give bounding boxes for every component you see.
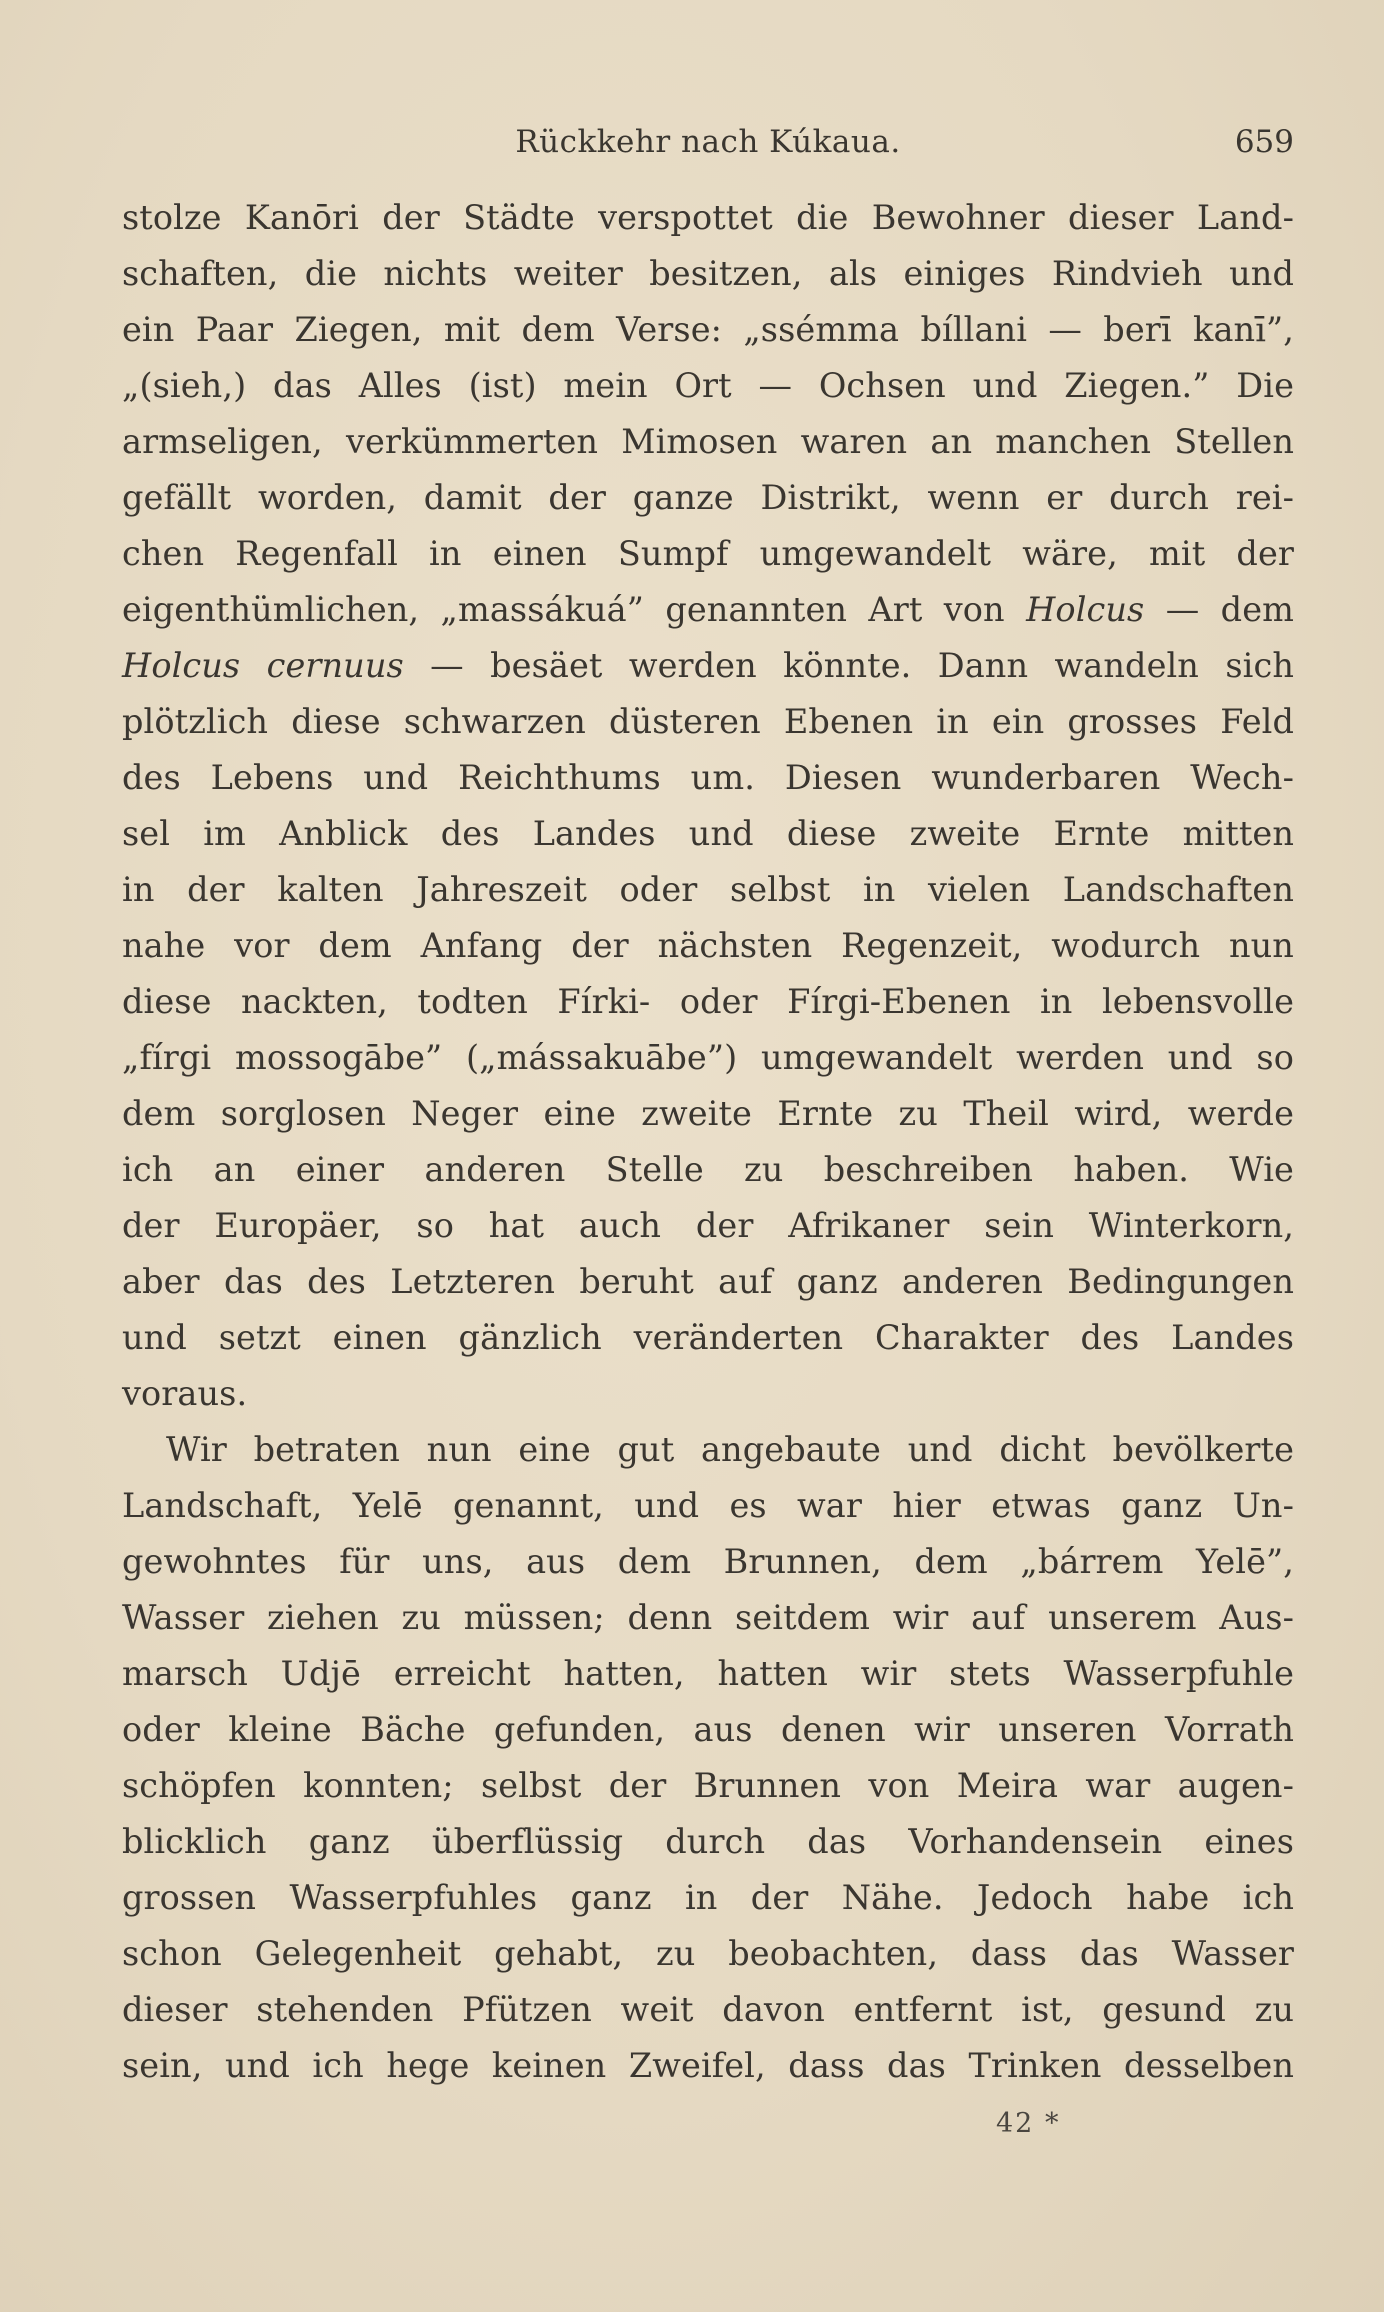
text-line: der Europäer, so hat auch der Afrikaner sein Winterkorn, [122, 1206, 1294, 1245]
text-line: sein, und ich hege keinen Zweifel, dass das Trinken desselben [122, 2046, 1294, 2085]
text-line: gewohntes für uns, aus dem Brunnen, dem „bárrem Yelē”, [122, 1542, 1294, 1581]
text-line: ich an einer anderen Stelle zu beschreiben haben. Wie [122, 1150, 1294, 1189]
body-text [122, 190, 1294, 2094]
text-line: des Lebens und Reichthums um. Diesen wunderbaren Wech- [122, 758, 1294, 797]
signature-mark: 42 * [996, 2108, 1061, 2139]
text-line: schöpfen konnten; selbst der Brunnen von Meira war augen- [122, 1766, 1294, 1805]
text-line: grossen Wasserpfuhles ganz in der Nähe. Jedoch habe ich [122, 1878, 1294, 1917]
text-line: Landschaft, Yelē genannt, und es war hier etwas ganz Un- [122, 1486, 1294, 1525]
text-line: plötzlich diese schwarzen düsteren Ebenen in ein grosses Feld [122, 702, 1294, 741]
italic-term: Holcus [1026, 590, 1145, 629]
text-line: stolze Kanōri der Städte verspottet die Bewohner dieser Land- [122, 198, 1294, 237]
text-line: blicklich ganz überflüssig durch das Vorhandensein eines [122, 1822, 1294, 1861]
text-line: ein Paar Ziegen, mit dem Verse: „ssémma bíllani — berī kanī”, [122, 310, 1294, 349]
page-number: 659 [1234, 124, 1294, 160]
running-head: Rückkehr nach Kúkaua. [515, 124, 901, 160]
text-line: marsch Udjē erreicht hatten, hatten wir stets Wasserpfuhle [122, 1654, 1294, 1693]
text-line: nahe vor dem Anfang der nächsten Regenzeit, wodurch nun [122, 926, 1294, 965]
text-line: Wir betraten nun eine gut angebaute und dicht bevölkerte [166, 1430, 1294, 1469]
text-line: schaften, die nichts weiter besitzen, als einiges Rindvieh und [122, 254, 1294, 293]
text-line [122, 582, 1294, 638]
text-segment: — besäet werden könnte. Dann wandeln sich [403, 646, 1294, 685]
italic-term: Holcus cernuus [122, 646, 404, 685]
text-line: in der kalten Jahreszeit oder selbst in vielen Landschaften [122, 870, 1294, 909]
text-line: „(sieh,) das Alles (ist) mein Ort — Ochsen und Ziegen.” Die [122, 366, 1294, 405]
text-line [122, 638, 1294, 694]
text-line: Wasser ziehen zu müssen; denn seitdem wir auf unserem Aus- [122, 1598, 1294, 1637]
text-line: und setzt einen gänzlich veränderten Charakter des Landes [122, 1318, 1294, 1357]
text-segment: — dem [1144, 590, 1295, 629]
text-line: chen Regenfall in einen Sumpf umgewandelt wäre, mit der [122, 534, 1294, 573]
text-segment: eigenthümlichen, „massákuá” genannten Art von [122, 590, 1027, 629]
text-line: voraus. [122, 1374, 248, 1413]
text-line: schon Gelegenheit gehabt, zu beobachten, dass das Wasser [122, 1934, 1294, 1973]
text-line: sel im Anblick des Landes und diese zweite Ernte mitten [122, 814, 1294, 853]
text-line: „fírgi mossogābe” („mássakuābe”) umgewandelt werden und so [122, 1038, 1294, 1077]
text-line: dem sorglosen Neger eine zweite Ernte zu Theil wird, werde [122, 1094, 1294, 1133]
text-line: aber das des Letzteren beruht auf ganz anderen Bedingungen [122, 1262, 1294, 1301]
text-line: armseligen, verkümmerten Mimosen waren an manchen Stellen [122, 422, 1294, 461]
text-line: oder kleine Bäche gefunden, aus denen wir unseren Vorrath [122, 1710, 1294, 1749]
page-header [122, 118, 1294, 166]
text-line: diese nackten, todten Fírki- oder Fírgi-Ebenen in lebensvolle [122, 982, 1294, 1021]
text-line: gefällt worden, damit der ganze Distrikt, wenn er durch rei- [122, 478, 1294, 517]
text-line: dieser stehenden Pfützen weit davon entfernt ist, gesund zu [122, 1990, 1294, 2029]
